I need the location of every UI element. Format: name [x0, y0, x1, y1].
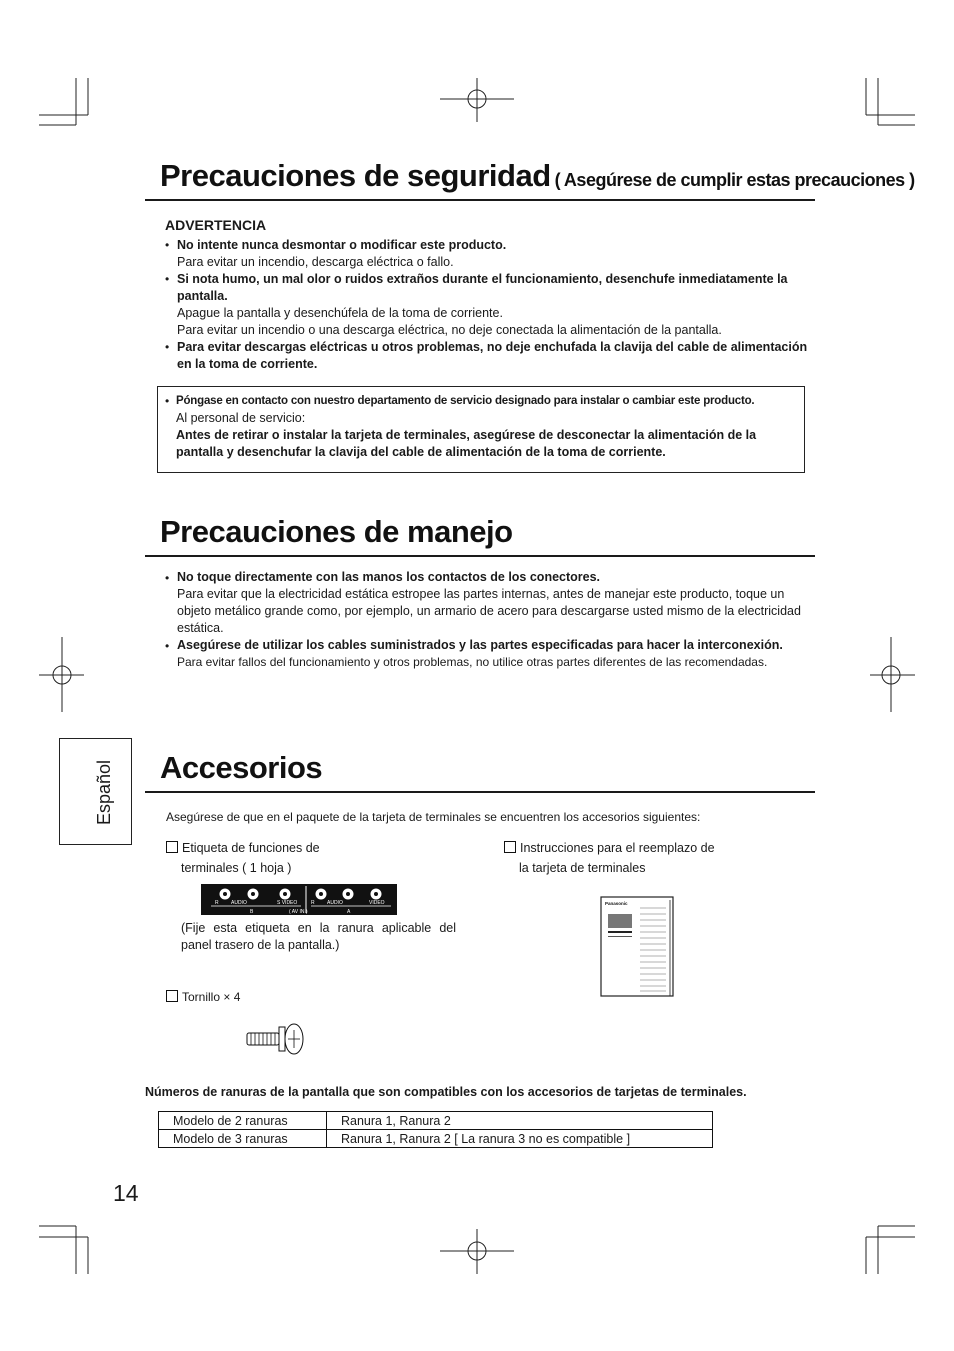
section-title-seguridad [160, 158, 915, 194]
slots-table [158, 1111, 713, 1148]
table-row [159, 1112, 713, 1130]
accessory-text: Instrucciones para el reemplazo de [520, 841, 715, 855]
list-item [177, 637, 817, 671]
strip-text: AUDIO [231, 900, 247, 906]
table-row [159, 1130, 713, 1148]
list-item [177, 569, 817, 637]
strip-text: ( AV IN ) [289, 909, 308, 915]
item-text: Para evitar que la electricidad estática estropee las partes internas, antes de manejar este producto, toque un objeto metálico grande como, por ejemplo, un armario de acero para descargarse usted mismo de la electricidad estática. [177, 587, 801, 635]
accessory-label-sheet [166, 840, 320, 857]
item-bold-text: No toque directamente con las manos los contactos de los conectores. [177, 570, 601, 584]
table-cell: Ranura 1, Ranura 2 [327, 1112, 713, 1130]
item-text: Para evitar fallos del funcionamiento y otros problemas, no utilice otras partes diferentes de las recomendadas. [177, 655, 768, 669]
divider [145, 199, 815, 201]
checkbox-icon [504, 841, 516, 853]
accessory-note: (Fije esta etiqueta en la ranura aplicable del panel trasero de la pantalla.) [181, 921, 456, 952]
terminal-label-strip [201, 884, 397, 915]
screw-illustration [245, 1021, 305, 1057]
strip-text: A [347, 909, 351, 915]
item-bold-text: Si nota humo, un mal olor o ruidos extraños durante el funcionamiento, desenchufe inmediatamente la pantalla. [177, 272, 788, 303]
bullet-icon: • [165, 272, 170, 286]
item-text: Para evitar un incendio o una descarga eléctrica, no deje conectada la alimentación de la pantalla. [177, 323, 722, 337]
accessory-text-2: terminales ( 1 hoja ) [181, 861, 292, 875]
table-cell: Modelo de 2 ranuras [159, 1112, 327, 1130]
manual-booklet-illustration [600, 896, 674, 998]
list-item [177, 271, 817, 339]
strip-text: S VIDEO [277, 900, 298, 906]
box-bold-text: Póngase en contacto con nuestro departamento de servicio designado para instalar o cambiar este producto. [176, 395, 755, 407]
item-text: Para evitar un incendio, descarga eléctrica o fallo. [177, 255, 454, 269]
bullet-icon: • [165, 639, 170, 653]
strip-text: R [311, 900, 315, 906]
accessory-text-2: la tarjeta de terminales [519, 861, 646, 875]
accessory-text: Etiqueta de funciones de [182, 841, 320, 855]
slots-heading: Números de ranuras de la pantalla que son compatibles con los accesorios de tarjetas de terminales. [145, 1085, 747, 1099]
service-box-content [176, 393, 798, 461]
box-text: Al personal de servicio: [176, 411, 306, 425]
accessory-text: Tornillo × 4 [182, 990, 241, 1004]
item-bold-text: Asegúrese de utilizar los cables suministrados y las partes especificadas para hacer la interconexión. [177, 638, 783, 652]
accessory-manual [504, 840, 715, 857]
strip-text: VIDEO [369, 900, 385, 906]
checkbox-icon [166, 990, 178, 1002]
bullet-icon: • [165, 394, 170, 408]
strip-text: B [250, 909, 254, 915]
section-title-manejo: Precauciones de manejo [160, 514, 513, 549]
checkbox-icon [166, 841, 178, 853]
strip-text: AUDIO [327, 900, 343, 906]
list-item: Para evitar descargas eléctricas u otros problemas, no deje enchufada la clavija del cable de alimentación en la toma de corriente. [177, 340, 808, 371]
divider [145, 555, 815, 557]
accessory-screw [166, 989, 240, 1006]
section-title-accesorios: Accesorios [160, 750, 323, 785]
bullet-icon: • [165, 340, 170, 354]
table-cell: Ranura 1, Ranura 2 [ La ranura 3 no es compatible ] [327, 1130, 713, 1148]
page-title: Precauciones de seguridad [160, 158, 551, 193]
accessories-intro: Asegúrese de que en el paquete de la tarjeta de terminales se encuentren los accesorios siguientes: [166, 810, 701, 824]
divider [145, 791, 815, 793]
bullet-icon: • [165, 571, 170, 585]
page-number: 14 [113, 1180, 139, 1206]
language-tab-label: Español [94, 759, 114, 825]
manual-brand: Panasonic [605, 901, 628, 906]
section-subtitle: ( Asegúrese de cumplir estas precauciones ) [554, 170, 915, 190]
list-item [177, 237, 817, 271]
strip-text: R [215, 900, 219, 906]
table-cell: Modelo de 3 ranuras [159, 1130, 327, 1148]
box-bold-text-2: Antes de retirar o instalar la tarjeta de terminales, asegúrese de desconectar la alimentación de la pantalla y desenchufar la clavija del cable de alimentación de la toma de corriente. [176, 428, 757, 459]
item-bold-text: No intente nunca desmontar o modificar este producto. [177, 238, 507, 252]
warning-label: ADVERTENCIA [165, 217, 267, 233]
bullet-icon: • [165, 238, 170, 252]
item-text: Apague la pantalla y desenchúfela de la toma de corriente. [177, 306, 503, 320]
